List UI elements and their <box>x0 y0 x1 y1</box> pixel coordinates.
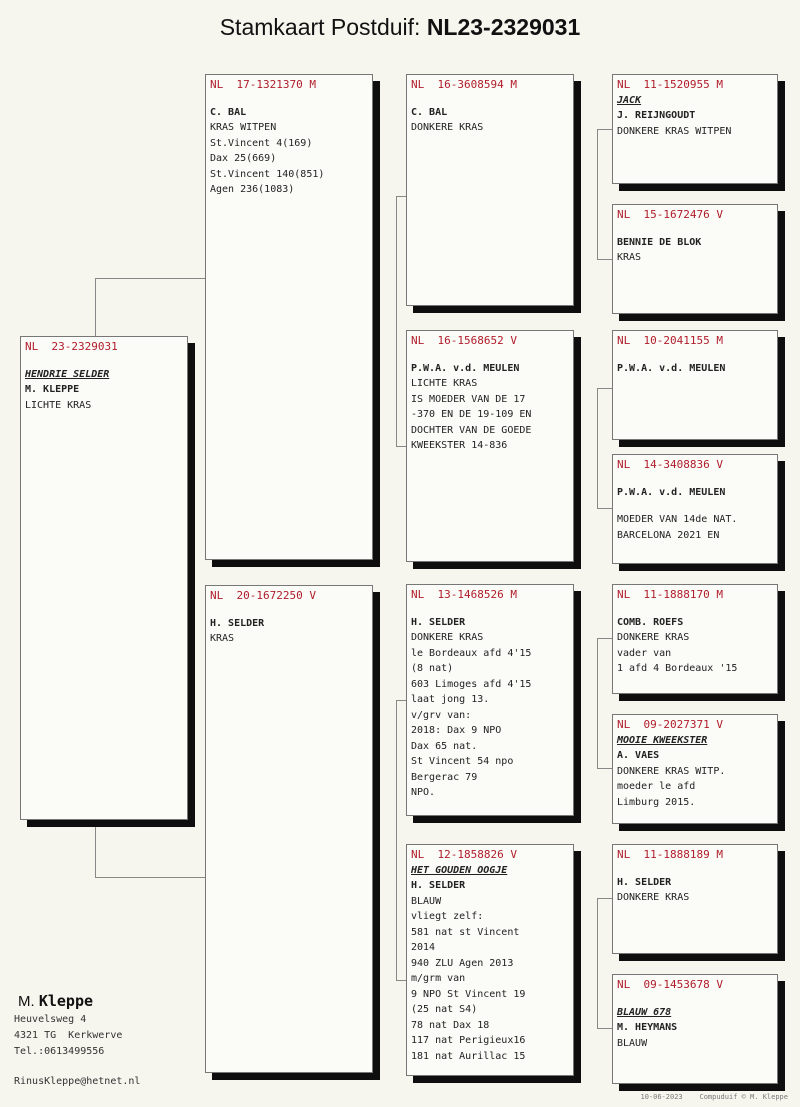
pedigree-card-subject[interactable] <box>20 336 188 820</box>
detail-line: m/grm van <box>411 973 466 984</box>
breeder-surname: Kleppe <box>38 992 94 1010</box>
detail-line: KRAS <box>210 633 235 644</box>
connector-gp4-ggp8 <box>597 1028 612 1029</box>
detail-line: KWEEKSTER 14-836 <box>411 440 508 451</box>
detail-line: Bergerac 79 <box>411 771 478 783</box>
pedigree-card-grandparent-4[interactable] <box>406 844 574 1076</box>
breeder-email: RinusKleppe@hetnet.nl <box>14 1076 141 1087</box>
detail-line: St Vincent 54 npo <box>411 756 514 767</box>
connector-gp3-ggp6 <box>597 768 612 769</box>
detail-line: 2018: Dax 9 NPO <box>411 725 502 736</box>
print-footer: 10-06-2023 Compuduif © M. Kleppe <box>640 1093 788 1101</box>
detail-line: St.Vincent 140(851) <box>210 168 325 180</box>
detail-line: moeder le afd <box>617 781 696 792</box>
detail-line: IS MOEDER VAN DE 17 <box>411 393 526 405</box>
detail-line: 181 nat Aurillac 15 <box>411 1050 526 1062</box>
detail-line: DONKERE KRAS <box>411 632 484 643</box>
page-title <box>0 14 800 41</box>
detail-line: Dax 65 nat. <box>411 740 478 752</box>
detail-line: BARCELONA 2021 EN <box>617 529 720 541</box>
detail-line: DONKERE KRAS WITP. <box>617 765 726 777</box>
pedigree-card-great-grandparent-7[interactable] <box>612 844 778 954</box>
detail-line: NPO. <box>411 787 436 798</box>
ring-number: NL 11-1520955 M <box>617 78 723 91</box>
detail-line: Limburg 2015. <box>617 796 696 808</box>
detail-line: Agen 236(1083) <box>210 184 295 195</box>
ring-number: NL 20-1672250 V <box>210 589 316 602</box>
breeder-name: J. REIJNGOUDT <box>617 110 696 121</box>
detail-line: DONKERE KRAS <box>411 122 484 133</box>
breeder-name: M. HEYMANS <box>617 1022 678 1033</box>
connector-gp2-ggp4 <box>597 508 612 509</box>
breeder-name: BENNIE DE BLOK <box>617 236 702 248</box>
detail-line: DONKERE KRAS <box>617 632 690 643</box>
detail-line: 78 nat Dax 18 <box>411 1019 490 1031</box>
pedigree-card-great-grandparent-2[interactable] <box>612 204 778 314</box>
detail-line: 9 NPO St Vincent 19 <box>411 988 526 1000</box>
pedigree-card-great-grandparent-4[interactable] <box>612 454 778 564</box>
pedigree-card-great-grandparent-8[interactable] <box>612 974 778 1084</box>
ring-number: NL 13-1468526 M <box>411 588 517 601</box>
pigeon-name: JACK <box>617 94 642 106</box>
detail-line: DONKERE KRAS WITPEN <box>617 125 732 137</box>
pedigree-card-grandparent-3[interactable] <box>406 584 574 816</box>
breeder-name: H. SELDER <box>617 876 672 888</box>
ring-number: NL 17-1321370 M <box>210 78 316 91</box>
ring-number: NL 23-2329031 <box>25 340 118 353</box>
breeder-name: M. KLEPPE <box>25 384 80 395</box>
connector-sire-grandparents <box>396 196 397 446</box>
pigeon-name: BLAUW 678 <box>617 1006 672 1018</box>
connector-subject-sire <box>95 278 205 279</box>
connector-gp4-ggp7 <box>597 898 612 899</box>
pedigree-card-dam[interactable] <box>205 585 373 1073</box>
breeder-name: C. BAL <box>411 106 448 118</box>
detail-line: DONKERE KRAS <box>617 892 690 903</box>
detail-line: 117 nat Perigieux16 <box>411 1035 526 1046</box>
ring-number: NL 11-1888170 M <box>617 588 723 601</box>
ring-number: NL 16-3608594 M <box>411 78 517 91</box>
breeder-phone: Tel.:0613499556 <box>14 1046 105 1057</box>
detail-line: vader van <box>617 647 672 659</box>
breeder-name: A. VAES <box>617 750 660 761</box>
detail-line: 1 afd 4 Bordeaux '15 <box>617 663 738 674</box>
detail-line: DOCHTER VAN DE GOEDE <box>411 424 532 436</box>
detail-line: LICHTE KRAS <box>25 399 92 411</box>
breeder-name: P.W.A. v.d. MEULEN <box>617 486 726 498</box>
pedigree-card-great-grandparent-3[interactable] <box>612 330 778 440</box>
title-ring-number: NL23-2329031 <box>426 14 581 40</box>
detail-line: 940 ZLU Agen 2013 <box>411 957 514 969</box>
detail-line: LICHTE KRAS <box>411 378 478 389</box>
pigeon-name: HET GOUDEN OOGJE <box>411 864 508 876</box>
detail-line: BLAUW <box>411 895 442 907</box>
detail-line: 603 Limoges afd 4'15 <box>411 678 532 690</box>
detail-line: (8 nat) <box>411 663 454 674</box>
detail-line: KRAS WITPEN <box>210 122 277 133</box>
breeder-name: C. BAL <box>210 106 247 118</box>
detail-line: 581 nat st Vincent <box>411 926 520 938</box>
breeder-signature <box>18 992 93 1010</box>
detail-line: BLAUW <box>617 1037 648 1049</box>
pedigree-card-great-grandparent-1[interactable] <box>612 74 778 184</box>
connector-dam-gp3 <box>396 700 406 701</box>
pedigree-card-grandparent-1[interactable] <box>406 74 574 306</box>
detail-line: v/grv van: <box>411 709 472 721</box>
connector-sire-gp1 <box>396 196 406 197</box>
detail-line: (25 nat S4) <box>411 1004 478 1015</box>
pedigree-card-grandparent-2[interactable] <box>406 330 574 562</box>
pigeon-name: HENDRIE SELDER <box>25 368 110 380</box>
detail-line: MOEDER VAN 14de NAT. <box>617 514 738 525</box>
pedigree-card-great-grandparent-6[interactable] <box>612 714 778 824</box>
detail-line: laat jong 13. <box>411 694 490 705</box>
breeder-name: H. SELDER <box>411 616 466 628</box>
title-prefix: Stamkaart Postduif: <box>219 14 421 40</box>
detail-line: 2014 <box>411 942 436 953</box>
connector-gp2-ggp3 <box>597 388 612 389</box>
connector-gp4-ggp <box>597 898 598 1028</box>
connector-sire-gp2 <box>396 446 406 447</box>
ring-number: NL 09-1453678 V <box>617 978 723 991</box>
ring-number: NL 16-1568652 V <box>411 334 517 347</box>
connector-gp3-ggp5 <box>597 638 612 639</box>
ring-number: NL 15-1672476 V <box>617 208 723 221</box>
connector-gp2-ggp <box>597 388 598 508</box>
breeder-name: H. SELDER <box>411 880 466 891</box>
breeder-postcode: 4321 TG Kerkwerve <box>14 1030 123 1041</box>
pedigree-card-great-grandparent-5[interactable] <box>612 584 778 694</box>
ring-number: NL 09-2027371 V <box>617 718 723 731</box>
connector-dam-gp4 <box>396 980 406 981</box>
breeder-name: P.W.A. v.d. MEULEN <box>411 362 520 374</box>
detail-line: Dax 25(669) <box>210 153 277 164</box>
connector-gp1-ggp2 <box>597 259 612 260</box>
connector-subject-dam <box>95 877 205 878</box>
detail-line: St.Vincent 4(169) <box>210 137 313 149</box>
connector-gp1-ggp <box>597 129 598 259</box>
breeder-name: COMB. ROEFS <box>617 616 684 628</box>
detail-line: le Bordeaux afd 4'15 <box>411 647 532 659</box>
connector-gp1-ggp1 <box>597 129 612 130</box>
breeder-name: H. SELDER <box>210 617 265 629</box>
ring-number: NL 10-2041155 M <box>617 334 723 347</box>
pedigree-card-sire[interactable] <box>205 74 373 560</box>
pigeon-name: MOOIE KWEEKSTER <box>617 734 708 746</box>
detail-line: vliegt zelf: <box>411 911 484 922</box>
breeder-name: P.W.A. v.d. MEULEN <box>617 362 726 374</box>
ring-number: NL 12-1858826 V <box>411 848 517 861</box>
detail-line: KRAS <box>617 252 642 263</box>
ring-number: NL 11-1888189 M <box>617 848 723 861</box>
breeder-street: Heuvelsweg 4 <box>14 1014 87 1025</box>
breeder-initial: M. <box>18 993 35 1010</box>
detail-line: -370 EN DE 19-109 EN <box>411 409 532 420</box>
connector-gp3-ggp <box>597 638 598 768</box>
connector-dam-grandparents <box>396 700 397 980</box>
ring-number: NL 14-3408836 V <box>617 458 723 471</box>
